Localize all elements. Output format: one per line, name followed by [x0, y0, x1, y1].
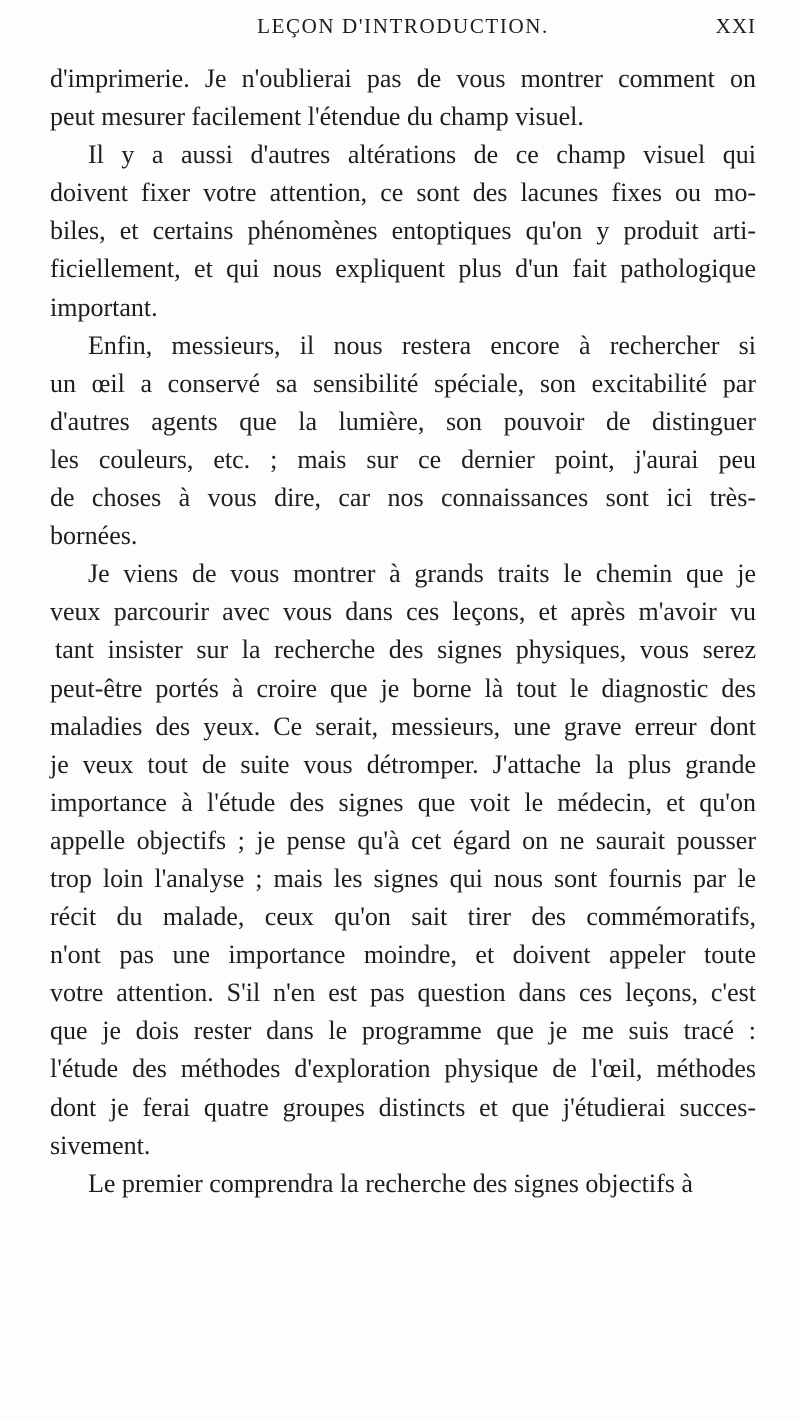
text-line: biles, et certains phénomènes entoptiques qu'on y produit arti- [50, 216, 756, 246]
text-line: appelle objectifs ; je pense qu'à cet égard on ne saurait pousser [50, 825, 756, 855]
text-line: important. [50, 292, 158, 322]
text-line: Enfin, messieurs, il nous restera encore à rechercher si [88, 330, 756, 360]
text-line: veux parcourir avec vous dans ces leçons, et après m'avoir vu [50, 597, 756, 627]
text-line: peut-être portés à croire que je borne là tout le diagnostic des [50, 673, 756, 703]
body-text [50, 60, 756, 1203]
text-line: un œil a conservé sa sensibilité spéciale, son excitabilité par [50, 368, 756, 398]
running-title: LEÇON D'INTRODUCTION. [257, 14, 549, 38]
text-line: Le premier comprendra la recherche des signes objectifs à [88, 1168, 693, 1198]
text-line: dont je ferai quatre groupes distincts et que j'étudierai succes- [50, 1092, 756, 1122]
text-line: Il y a aussi d'autres altérations de ce champ visuel qui [88, 140, 756, 170]
text-line: l'étude des méthodes d'exploration physique de l'œil, méthodes [50, 1054, 756, 1084]
text-line: récit du malade, ceux qu'on sait tirer des commémoratifs, [50, 902, 756, 932]
text-line: les couleurs, etc. ; mais sur ce dernier point, j'aurai peu [50, 444, 756, 474]
text-line: trop loin l'analyse ; mais les signes qui nous sont fournis par le [50, 863, 756, 893]
text-line: maladies des yeux. Ce serait, messieurs, une grave erreur dont [50, 711, 756, 741]
text-line: bornées. [50, 521, 138, 551]
text-line: de choses à vous dire, car nos connaissances sont ici très- [50, 483, 756, 513]
text-line: n'ont pas une importance moindre, et doivent appeler toute [50, 940, 756, 970]
page-number: XXI [715, 14, 756, 38]
text-line: votre attention. S'il n'en est pas question dans ces leçons, c'est [50, 978, 756, 1008]
text-line: d'imprimerie. Je n'oublierai pas de vous montrer comment on [50, 64, 756, 93]
text-line: tant insister sur la recherche des signes physiques, vous serez [55, 635, 756, 665]
text-line: que je dois rester dans le programme que je me suis tracé : [50, 1016, 756, 1046]
text-line: peut mesurer facilement l'étendue du champ visuel. [50, 102, 584, 132]
text-line: d'autres agents que la lumière, son pouvoir de distinguer [50, 406, 756, 436]
text-line: sivement. [50, 1130, 151, 1160]
text-line: ficiellement, et qui nous expliquent plus d'un fait pathologique [50, 254, 756, 284]
text-line: doivent fixer votre attention, ce sont des lacunes fixes ou mo- [50, 178, 756, 208]
text-line: je veux tout de suite vous détromper. J'attache la plus grande [50, 749, 756, 779]
running-head [50, 6, 756, 46]
text-line: Je viens de vous montrer à grands traits le chemin que je [88, 559, 756, 589]
text-line: importance à l'étude des signes que voit le médecin, et qu'on [50, 787, 756, 817]
